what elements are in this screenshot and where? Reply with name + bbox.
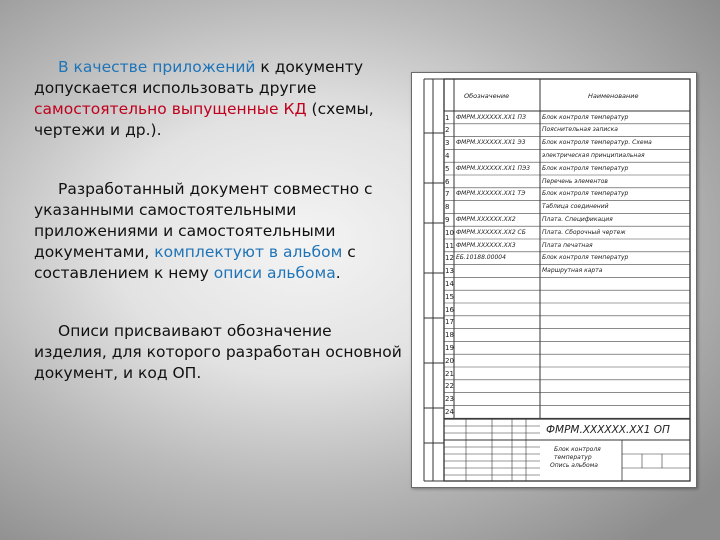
row-name: Маршрутная карта bbox=[542, 267, 603, 275]
paragraph-0-segment-3: (схемы, чертежи и др.). bbox=[34, 100, 374, 139]
row-name: Блок контроля температур bbox=[542, 254, 629, 262]
title-block-name-line2: температур bbox=[554, 454, 592, 461]
row-number: 7 bbox=[445, 190, 450, 199]
row-name: Плата. Спецификация bbox=[542, 215, 613, 223]
row-designation: ФМРМ.XXXXXX.XX2 bbox=[456, 215, 516, 223]
row-number: 6 bbox=[445, 177, 450, 186]
title-block-code: ФМРМ.XXXXXX.XX1 ОП bbox=[546, 424, 670, 436]
paragraph-1-segment-4: . bbox=[335, 264, 341, 282]
row-designation: ФМРМ.XXXXXX.XX1 ТЭ bbox=[456, 190, 526, 198]
row-name: Блок контроля температур bbox=[542, 190, 629, 198]
row-number: 9 bbox=[445, 215, 450, 224]
row-number: 23 bbox=[445, 395, 454, 404]
row-designation: ФМРМ.XXXXXX.XX3 bbox=[456, 241, 516, 249]
paragraph-2-segment-0: Описи присваивают обозначение изделия, для которого разработан основной документ, и код ОП. bbox=[34, 322, 402, 382]
row-name: Перечень элементов bbox=[542, 177, 608, 185]
row-name: Плата. Сборочный чертеж bbox=[542, 228, 626, 236]
paragraph-0-segment-0: В качестве приложений bbox=[58, 58, 256, 76]
row-number: 1 bbox=[445, 113, 450, 122]
row-name: Пояснительная записка bbox=[542, 126, 618, 134]
row-number: 16 bbox=[445, 305, 454, 314]
row-name: Плата печатная bbox=[542, 241, 593, 249]
paragraph-1-segment-2: с составлением к нему bbox=[34, 243, 356, 282]
row-number: 14 bbox=[445, 279, 454, 288]
album-inventory-sheet bbox=[411, 72, 697, 488]
row-number: 3 bbox=[445, 139, 450, 148]
row-number: 19 bbox=[445, 343, 454, 352]
row-number: 11 bbox=[445, 241, 454, 250]
row-name: Блок контроля температур. Схема bbox=[542, 139, 652, 147]
row-designation: ФМРМ.XXXXXX.XX1 Э3 bbox=[456, 139, 526, 147]
row-name: Блок контроля температур bbox=[542, 164, 629, 172]
row-number: 22 bbox=[445, 382, 454, 391]
row-number: 12 bbox=[445, 254, 454, 263]
title-block-name-line1: Блок контроля bbox=[554, 446, 601, 453]
row-designation: ЕБ.10188.00004 bbox=[456, 254, 506, 262]
row-designation: ФМРМ.XXXXXX.XX1 ПЭ3 bbox=[456, 164, 531, 172]
row-number: 20 bbox=[445, 356, 454, 365]
row-number: 10 bbox=[445, 228, 454, 237]
name-column-header: Наименование bbox=[588, 92, 639, 100]
row-number: 13 bbox=[445, 267, 454, 276]
row-number: 4 bbox=[445, 151, 450, 160]
paragraph-1-segment-3: описи альбома bbox=[213, 264, 336, 282]
paragraph-0-segment-1: к документу допускается использовать другие bbox=[34, 58, 364, 97]
paragraph-0-segment-2: самостоятельно выпущенные КД bbox=[34, 100, 307, 118]
designation-column-header: Обозначение bbox=[464, 92, 510, 100]
row-number: 17 bbox=[445, 318, 454, 327]
row-number: 2 bbox=[445, 126, 450, 135]
row-name: Блок контроля температур bbox=[542, 113, 629, 121]
row-number: 8 bbox=[445, 203, 450, 212]
row-designation: ФМРМ.XXXXXX.XX1 ПЗ bbox=[456, 113, 526, 121]
paragraph-designation bbox=[34, 321, 406, 384]
paragraph-1-segment-0: Разработанный документ совместно с указанными самостоятельными приложениями и самостоятельными документами, bbox=[34, 180, 373, 261]
row-number: 5 bbox=[445, 164, 450, 173]
row-number: 18 bbox=[445, 331, 454, 340]
paragraph-album bbox=[34, 179, 406, 284]
row-name: электрическая принципиальная bbox=[542, 151, 645, 159]
paragraph-appendices bbox=[34, 57, 406, 141]
title-block-name-line3: Опись альбома bbox=[550, 462, 598, 469]
row-number: 15 bbox=[445, 292, 454, 301]
row-number: 21 bbox=[445, 369, 454, 378]
paragraph-1-segment-1: комплектуют в альбом bbox=[154, 243, 343, 261]
row-number: 24 bbox=[445, 407, 454, 416]
row-designation: ФМРМ.XXXXXX.XX2 СБ bbox=[456, 228, 526, 236]
row-name: Таблица соединений bbox=[542, 203, 609, 211]
